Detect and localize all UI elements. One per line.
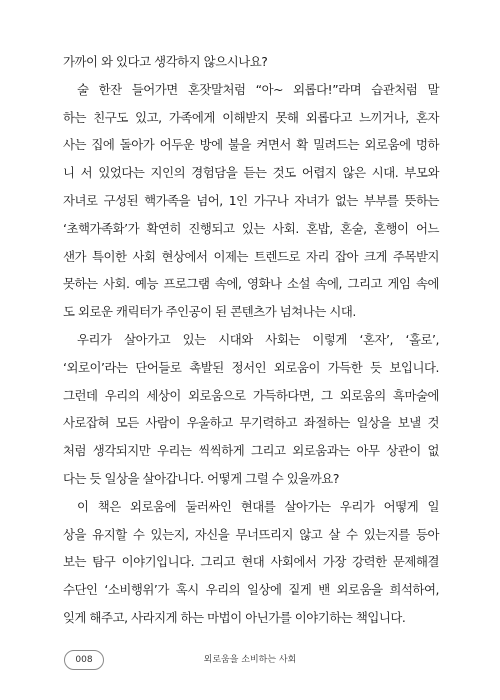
page-footer	[0, 650, 500, 670]
body-line: 샌가 특이한 사회 현상에서 이제는 트렌드로 자리 잡아 크게 주목받지	[63, 248, 439, 264]
body-line: ‘외로이’라는 단어들로 촉발된 정서인 외로움이 가득한 듯 보입니다.	[63, 359, 439, 375]
body-line: 도 외로운 캐릭터가 주인공이 된 콘텐츠가 넘쳐나는 시대.	[63, 304, 356, 320]
book-page-body	[63, 48, 439, 632]
body-line: 보는 탐구 이야기입니다. 그리고 현대 사회에서 가장 강력한 문제해결	[63, 554, 439, 570]
body-line: 수단인 ‘소비행위’가 혹시 우리의 일상에 짙게 밴 외로움을 희석하여,	[63, 582, 439, 598]
body-line: 처럼 생각되지만 우리는 씩씩하게 그리고 외로움과는 아무 상관이 없	[63, 443, 439, 459]
body-line: 우리가 살아가고 있는 시대와 사회는 이렇게 ‘혼자’, ‘홀로’,	[77, 331, 439, 347]
body-line: 상을 유지할 수 있는지, 자신을 무너뜨리지 않고 살 수 있는지를 등아	[63, 526, 439, 542]
body-line: 잊게 해주고, 사라지게 하는 마법이 아닌가를 이야기하는 책입니다.	[63, 609, 406, 625]
body-line: 이 책은 외로움에 둘러싸인 현대를 살아가는 우리가 어떻게 일	[77, 498, 439, 514]
body-line: 술 한잔 들어가면 혼잣말처럼 “아~ 외롭다!”라며 습관처럼 말	[77, 81, 439, 97]
body-line: 사는 집에 돌아가 어두운 방에 불을 켜면서 확 밀려드는 외로움에 멍하	[63, 137, 439, 153]
body-line: ‘초핵가족화’가 확연히 진행되고 있는 사회. 혼밥, 혼술, 혼행이 어느	[63, 220, 439, 236]
running-title: 외로움을 소비하는 사회	[203, 655, 297, 665]
body-line: 사로잡혀 모든 사람이 우울하고 무기력하고 좌절하는 일상을 보낼 것	[63, 415, 439, 431]
body-line: 다는 듯 일상을 살아갑니다. 어떻게 그럴 수 있을까요?	[63, 470, 339, 486]
page-number-badge: 008	[64, 650, 104, 670]
body-line: 가까이 와 있다고 생각하지 않으시나요?	[63, 54, 268, 69]
body-line: 못하는 사회. 예능 프로그램 속에, 영화나 소설 속에, 그리고 게임 속에	[63, 276, 439, 292]
body-line: 니 서 있었다는 지인의 경험담을 듣는 것도 어렵지 않은 시대. 부모와	[63, 165, 439, 181]
body-line: 그런데 우리의 세상이 외로움으로 가득하다면, 그 외로움의 흑마술에	[63, 387, 439, 403]
body-line: 하는 친구도 있고, 가족에게 이해받지 못해 외롭다고 느끼거나, 혼자	[63, 109, 439, 125]
body-line: 자녀로 구성된 핵가족을 넘어, 1인 가구나 자녀가 없는 부부를 뜻하는	[63, 192, 439, 208]
